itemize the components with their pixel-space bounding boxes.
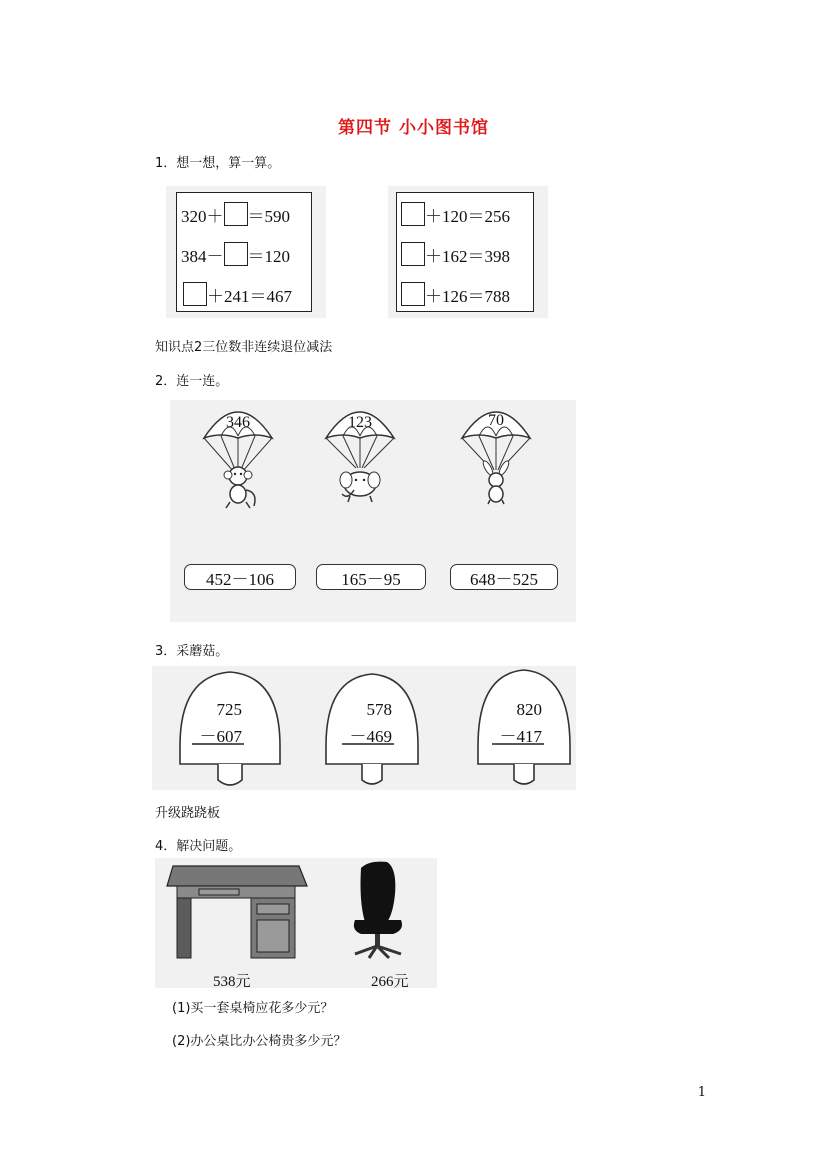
q1-left-panel: [166, 186, 326, 318]
question-2-label: 2．连一连。: [155, 374, 229, 389]
q1-right-panel: [388, 186, 548, 318]
q1-right-box: [396, 192, 534, 312]
upgrade-label: 升级跷跷板: [155, 806, 221, 821]
q3-panel: [152, 666, 576, 790]
subtrahend: －469: [349, 727, 392, 746]
expression-box[interactable]: 165－95: [316, 564, 426, 590]
expression-box[interactable]: 648－525: [450, 564, 558, 590]
answer-blank[interactable]: [183, 282, 207, 306]
sub-question-1: (1)买一套桌椅应花多少元？: [172, 1001, 334, 1016]
eq-text: ＝120: [247, 246, 290, 266]
chair-price: 266元: [371, 974, 409, 990]
q1-right-eq-2: [401, 239, 510, 269]
q1-right-eq-3: [401, 279, 510, 309]
knowledge-point-label: 知识点2三位数非连续退位减法: [155, 340, 333, 355]
expression-box[interactable]: 452－106: [184, 564, 296, 590]
eq-text: ＋241＝467: [207, 286, 292, 306]
eq-text: 320＋: [181, 206, 224, 226]
q1-right-eq-1: [401, 199, 510, 229]
answer-blank[interactable]: [224, 202, 248, 226]
elephant-icon: [340, 472, 380, 502]
section-title: 第四节 小小图书馆: [338, 118, 489, 138]
question-1-label: 1．想一想，算一算。: [155, 156, 281, 171]
eq-text: ＋162＝398: [425, 246, 510, 266]
eq-text: ＋126＝788: [425, 286, 510, 306]
minuend: 725: [216, 700, 242, 719]
q1-left-eq-2: [181, 239, 290, 269]
desk-price: 538元: [213, 974, 251, 990]
sub-question-2: (2)办公桌比办公椅贵多少元？: [172, 1034, 347, 1049]
desk-icon: [167, 866, 307, 958]
parachute-number: 70: [488, 412, 504, 429]
monkey-icon: [224, 467, 255, 508]
q1-left-eq-1: [181, 199, 290, 229]
furniture-illustration: [155, 858, 437, 964]
answer-blank[interactable]: [401, 202, 425, 226]
answer-blank[interactable]: [401, 282, 425, 306]
question-4-label: 4．解决问题。: [155, 839, 242, 854]
parachute-number: 123: [348, 414, 372, 431]
q1-left-eq-3: [183, 279, 292, 309]
q4-panel: [155, 858, 437, 988]
minuend: 820: [516, 700, 542, 719]
parachute-number: 346: [226, 414, 250, 431]
question-3-label: 3．采蘑菇。: [155, 644, 229, 659]
subtrahend: －607: [199, 727, 242, 746]
eq-text: ＝590: [247, 206, 290, 226]
minuend: 578: [366, 700, 392, 719]
chair-icon: [354, 862, 402, 958]
eq-text: 384－: [181, 246, 224, 266]
answer-blank[interactable]: [401, 242, 425, 266]
q2-panel: [170, 400, 576, 622]
answer-blank[interactable]: [224, 242, 248, 266]
subtrahend: －417: [499, 727, 542, 746]
q1-left-box: [176, 192, 312, 312]
eq-text: ＋120＝256: [425, 206, 510, 226]
page-number: 1: [697, 1085, 706, 1100]
